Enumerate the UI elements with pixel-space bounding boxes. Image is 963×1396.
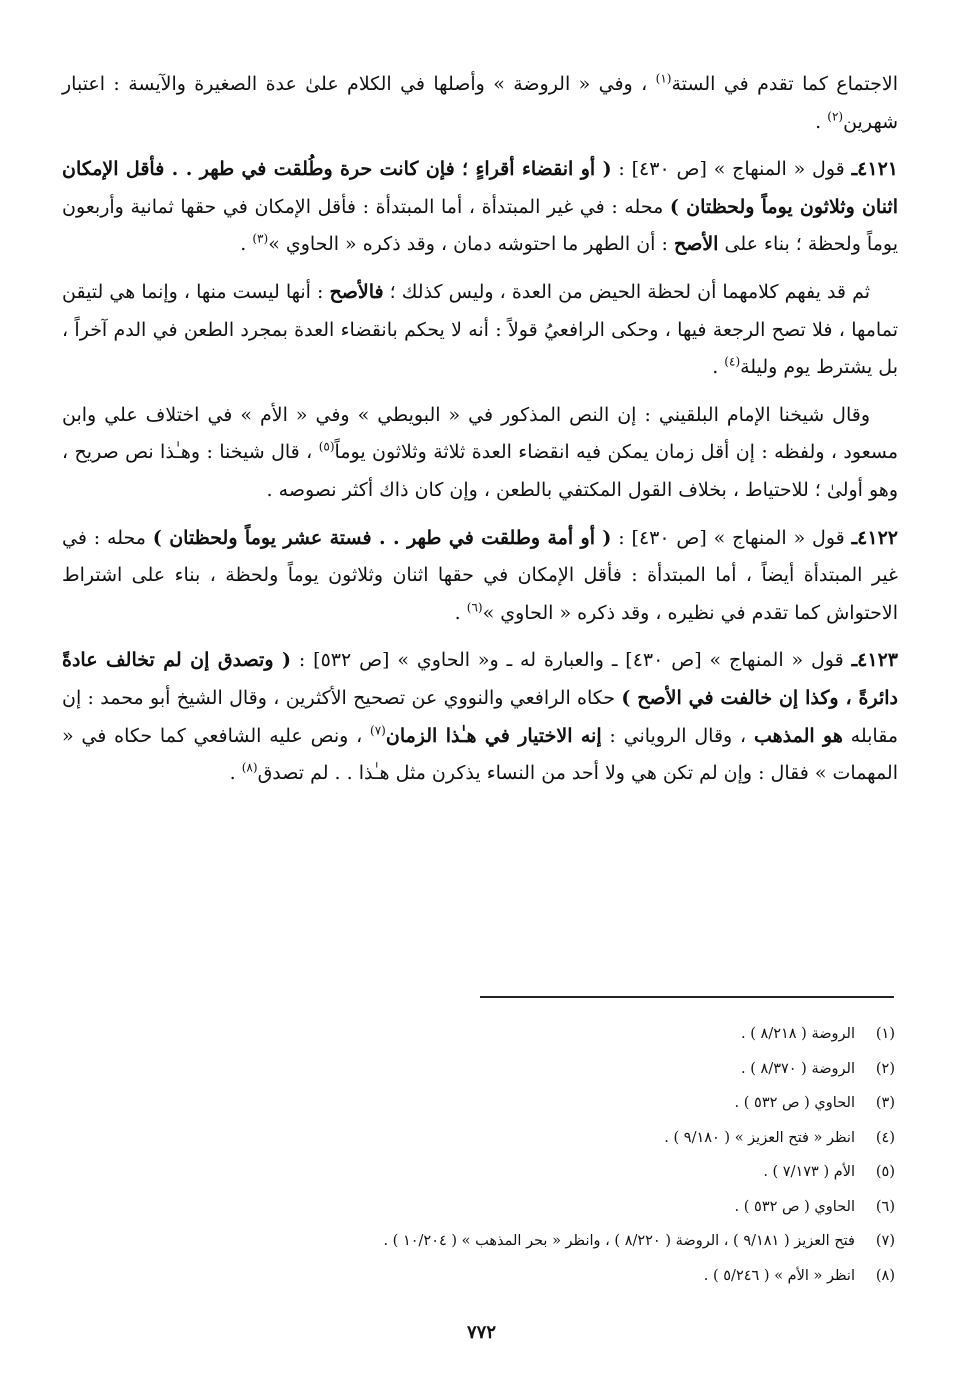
- text: : أنها ليست منها ، وإنما هي لتيقن تمامها ، فلا تصح الرجعة فيها ، وحكى الرافعيُ قولاً : أنه لا يحكم بانقضاء العدة بمجرد الطعن في الدم آخراً ، بل يشترط يوم وليلة: [62, 280, 898, 379]
- footnote-ref[interactable]: (٧): [370, 723, 386, 738]
- entry-4121: [62, 151, 898, 264]
- text: ثم قد يفهم كلامهما أن لحظة الحيض من العدة ، وليس كذلك ؛: [383, 280, 870, 303]
- footnote-item: [255, 1086, 895, 1121]
- paragraph-commentary: [62, 274, 898, 387]
- footnote-number: (٢): [875, 1060, 895, 1077]
- text: .: [240, 233, 253, 256]
- footnote-ref[interactable]: (٣): [252, 232, 269, 247]
- footnote-number: (٦): [875, 1198, 895, 1215]
- bold-term: هو المذهب: [753, 724, 843, 747]
- text: ، قال شيخنا : وهـٰذا نص صريح ، وهو أولىٰ ؛ للاحتياط ، بخلاف القول المكتفي بالطعن ، وإن كان ذاك أكثر نصوصه .: [62, 441, 898, 501]
- text: : أن الطهر ما احتوشه دمان ، وقد ذكره « الحاوي »: [268, 233, 674, 256]
- text: وقال شيخنا الإمام البلقيني : إن النص المذكور في « البويطي » وفي « الأم » في اختلاف علي وابن مسعود ، ولفظه : إن أقل زمان يمكن فيه انقضاء العدة ثلاثة وثلاثون يوماً: [62, 403, 898, 464]
- text: محله : في غير المبتدأة ، أما المبتدأة : فأقل الإمكان في حقها ثمانية وأربعون يوماً ولحظة ؛ بناء على: [62, 195, 898, 256]
- quoted-text: ( وتصدق إن لم تخالف عادةً دائرةً ، وكذا إن خالفت في الأصح ): [62, 649, 898, 709]
- footnote-item: [255, 1052, 895, 1087]
- footnote-number: (١): [875, 1026, 895, 1042]
- footnote-number: (٧): [875, 1233, 895, 1249]
- footnote-item: [255, 1155, 895, 1190]
- footnote-ref[interactable]: (٤): [724, 354, 741, 369]
- text: محله : في غير المبتدأة أيضاً ، أما المبتدأة : فأقل الإمكان في حقها اثنان وثلاثون يوماً ولحظة ، بناء على اشتراط الاحتواش كما تقدم في نظيره ، وقد ذكره « الحاوي »: [62, 526, 898, 624]
- footnote-text: الحاوي ( ص ٥٣٢ ) .: [734, 1198, 855, 1215]
- footnote-text: الحاوي ( ص ٥٣٢ ) .: [734, 1095, 855, 1111]
- footnote-ref[interactable]: (٥): [318, 440, 335, 455]
- footnote-ref[interactable]: (٢): [827, 109, 844, 124]
- text: حكاه الرافعي والنووي عن تصحيح الأكثرين ، وقال الشيخ أبو محمد : إن مقابله: [62, 686, 898, 747]
- paragraph-continuation: [62, 66, 898, 141]
- text: قول « المنهاج » [ص ٤٣٠] :: [611, 158, 852, 181]
- footnote-number: (٤): [875, 1129, 895, 1146]
- text: ، وقال الروياني :: [601, 724, 754, 747]
- entry-number: ٤١٢٣ـ: [851, 649, 898, 672]
- footnote-text: انظر « فتح العزيز » ( ٩/١٨٠ ) .: [664, 1129, 855, 1146]
- footnote-text: الروضة ( ٨/٢١٨ ) .: [741, 1026, 855, 1042]
- footnote-text: الأم ( ٧/١٧٣ ) .: [763, 1164, 855, 1180]
- text: قول « المنهاج » [ص ٤٣٠] ـ والعبارة له ـ و« الحاوي » [ص ٥٣٢] :: [290, 649, 852, 672]
- footnote-text: الروضة ( ٨/٣٧٠ ) .: [741, 1060, 855, 1077]
- footnote-item: [255, 1224, 895, 1259]
- entry-number: ٤١٢١ـ: [851, 158, 898, 181]
- footnote-number: (٣): [875, 1095, 895, 1111]
- text: .: [229, 762, 242, 785]
- page-body: [62, 66, 898, 793]
- page-number: ٧٧٢: [466, 1322, 496, 1343]
- text: .: [712, 356, 725, 379]
- entry-4123: [62, 642, 898, 792]
- entry-4122: [62, 520, 898, 633]
- paragraph-bulqini: [62, 397, 898, 510]
- text: الاجتماع كما تقدم في الستة: [671, 73, 898, 95]
- footnote-text: فتح العزيز ( ٩/١٨١ ) ، الروضة ( ٨/٢٢٠ ) ، وانظر « بحر المذهب » ( ١٠/٢٠٤ ) .: [383, 1233, 855, 1249]
- footnote-ref[interactable]: (١): [655, 71, 672, 86]
- footnote-ref[interactable]: (٦): [466, 600, 483, 615]
- text: قول « المنهاج » [ص ٤٣٠] :: [611, 526, 852, 549]
- footnote-item: [255, 1017, 895, 1052]
- footnote-text: انظر « الأم » ( ٥/٢٤٦ ) .: [703, 1267, 855, 1284]
- text: ، ونص عليه الشافعي كما حكاه في « المهمات » فقال : وإن لم تكن هي ولا أحد من النساء يذكرن مثل هـٰذا . . لم تصدق: [62, 724, 898, 785]
- footnote-divider: [480, 996, 894, 998]
- footnotes: [255, 1017, 895, 1293]
- text: ، وفي « الروضة » وأصلها في الكلام علىٰ عدة الصغيرة والآيسة : اعتبار شهرين: [62, 73, 898, 133]
- footnote-item: [255, 1190, 895, 1225]
- footnote-number: (٨): [875, 1267, 895, 1284]
- bold-term: فالأصح: [329, 280, 384, 303]
- bold-term: الأصح: [673, 233, 719, 256]
- footnote-ref[interactable]: (٨): [241, 760, 258, 775]
- footnote-item: [255, 1259, 895, 1294]
- entry-number: ٤١٢٢ـ: [851, 526, 898, 549]
- bold-term: إنه الاختيار في هـٰذا الزمان: [385, 724, 602, 747]
- footnote-item: [255, 1121, 895, 1156]
- footnote-number: (٥): [875, 1164, 895, 1180]
- text: .: [454, 601, 467, 624]
- text: .: [815, 110, 828, 133]
- quoted-text: ( أو انقضاء أقراءٍ ؛ فإن كانت حرة وطُلقت في طهر . . فأقل الإمكان اثنان وثلاثون يوماً ولحظتان ): [62, 158, 898, 218]
- quoted-text: ( أو أمة وطلقت في طهر . . فستة عشر يوماً ولحظتان ): [152, 526, 612, 549]
